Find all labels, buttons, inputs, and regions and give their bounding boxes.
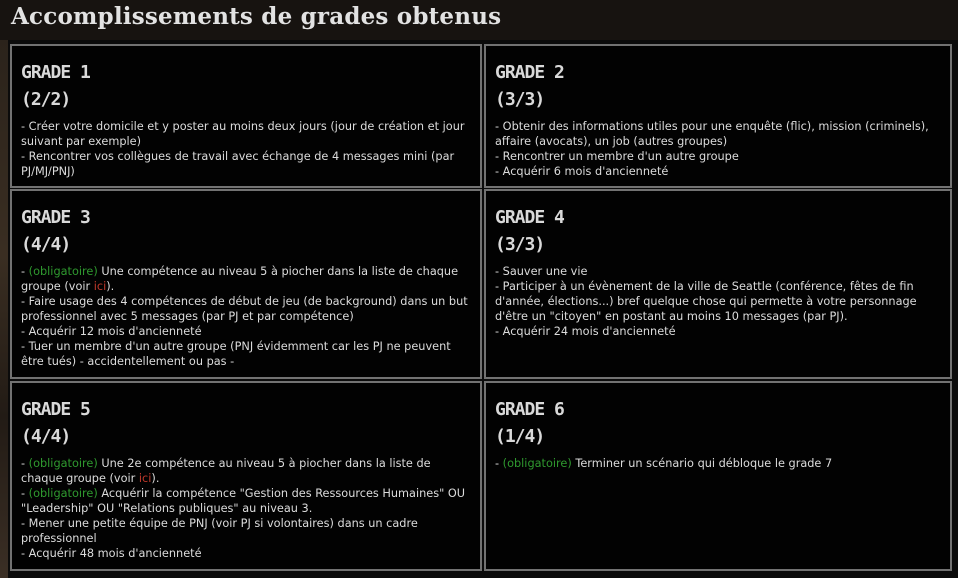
grade-title: GRADE 2	[495, 62, 564, 83]
ici-link[interactable]: ici	[138, 472, 152, 485]
page-title: Accomplissements de grades obtenus	[11, 3, 502, 30]
background-strip	[0, 40, 8, 578]
grades-panel	[8, 40, 958, 578]
obligatoire-tag: (obligatoire)	[28, 487, 98, 500]
grade-title: GRADE 5	[21, 399, 90, 420]
grade-card-2	[484, 44, 952, 188]
requirement-item: - Rencontrer vos collègues de travail avec échange de 4 messages mini (par PJ/MJ/PNJ)	[21, 150, 455, 178]
grade-title: GRADE 4	[495, 207, 564, 228]
requirement-item: - Sauver une vie	[495, 265, 588, 278]
obligatoire-tag: (obligatoire)	[28, 265, 98, 278]
requirement-item: - Acquérir 24 mois d'ancienneté	[495, 325, 676, 338]
grade-title: GRADE 1	[21, 62, 90, 83]
requirement-item: - Acquérir 6 mois d'ancienneté	[495, 165, 669, 178]
requirement-item: - Mener une petite équipe de PNJ (voir PJ si volontaires) dans un cadre professionnel	[21, 517, 418, 545]
requirements-list	[21, 456, 472, 561]
grade-progress: (3/3)	[495, 89, 545, 110]
grade-card-1	[10, 44, 482, 188]
requirements-list	[495, 456, 942, 471]
requirement-item: - Acquérir 12 mois d'ancienneté	[21, 325, 202, 338]
requirement-item: - (obligatoire) Une compétence au niveau 5 à piocher dans la liste de chaque groupe (voir ici).	[21, 265, 459, 293]
requirement-item: - Rencontrer un membre d'un autre groupe	[495, 150, 739, 163]
requirement-item: - Participer à un évènement de la ville de Seattle (conférence, fêtes de fin d'année, élections...) bref quelque chose qui permette à votre personnage d'être un "citoyen" en postant au moins 10 messages (par PJ).	[495, 280, 917, 323]
requirement-item: - Faire usage des 4 compétences de début de jeu (de background) dans un but professionnel avec 5 messages (par PJ et par compétence)	[21, 295, 468, 323]
requirements-list	[21, 264, 472, 369]
requirement-item: - Obtenir des informations utiles pour une enquête (flic), mission (criminels), affaire (avocats), un job (autres groupes)	[495, 120, 929, 148]
grade-progress: (4/4)	[21, 234, 71, 255]
grade-progress: (1/4)	[495, 426, 545, 447]
grade-progress: (4/4)	[21, 426, 71, 447]
grade-progress: (2/2)	[21, 89, 71, 110]
grade-title: GRADE 3	[21, 207, 90, 228]
requirement-item: - Créer votre domicile et y poster au moins deux jours (jour de création et jour suivant par exemple)	[21, 120, 465, 148]
obligatoire-tag: (obligatoire)	[28, 457, 98, 470]
grade-progress: (3/3)	[495, 234, 545, 255]
requirements-list	[21, 119, 472, 179]
grade-card-6	[484, 381, 952, 571]
requirement-item: - (obligatoire) Acquérir la compétence "Gestion des Ressources Humaines" OU "Leadership" OU "Relations publiques" au niveau 3.	[21, 487, 466, 515]
grade-card-5	[10, 381, 482, 571]
grade-card-4	[484, 189, 952, 379]
ici-link[interactable]: ici	[93, 280, 107, 293]
requirement-item: - Tuer un membre d'un autre groupe (PNJ évidemment car les PJ ne peuvent être tués) - accidentellement ou pas -	[21, 340, 451, 368]
requirements-list	[495, 264, 942, 339]
obligatoire-tag: (obligatoire)	[502, 457, 572, 470]
requirement-item: - (obligatoire) Une 2e compétence au niveau 5 à piocher dans la liste de chaque groupe (voir ici).	[21, 457, 431, 485]
requirements-list	[495, 119, 942, 179]
requirement-item: - (obligatoire) Terminer un scénario qui débloque le grade 7	[495, 457, 833, 470]
grade-card-3	[10, 189, 482, 379]
requirement-item: - Acquérir 48 mois d'ancienneté	[21, 547, 202, 560]
grade-title: GRADE 6	[495, 399, 564, 420]
